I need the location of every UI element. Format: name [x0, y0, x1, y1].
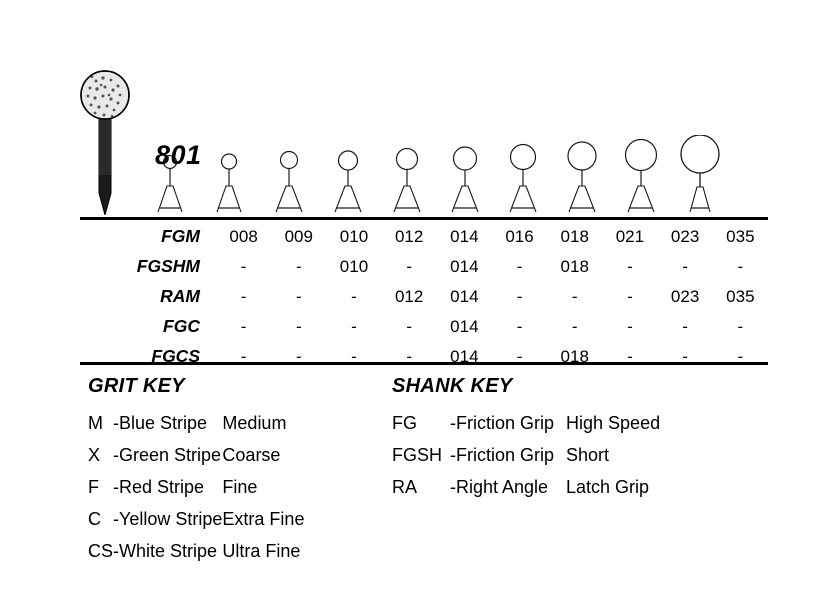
cell: 008 — [229, 226, 258, 246]
grit-key-row — [88, 439, 304, 471]
cell: - — [627, 286, 633, 306]
shank-name: Right Angle — [456, 477, 549, 498]
cell: - — [351, 346, 357, 366]
grit-desc: Fine — [222, 477, 258, 498]
cell: - — [351, 316, 357, 336]
grit-key-table — [88, 407, 304, 567]
bur-illustration-035 — [670, 135, 730, 215]
grit-desc: Coarse — [222, 445, 281, 466]
shank-name: Friction Grip — [456, 445, 555, 466]
cell: - — [295, 286, 302, 306]
shank-key-table — [392, 407, 660, 503]
grit-dash: - — [113, 413, 120, 433]
shank-dash: - — [450, 413, 456, 433]
grit-key — [88, 375, 304, 567]
cell: 018 — [560, 256, 589, 276]
shank-key-row — [392, 471, 660, 503]
cell: - — [516, 316, 523, 336]
table-row — [80, 281, 768, 311]
bur-illustrations — [0, 40, 819, 215]
row-label-fgcs: FGCS — [151, 346, 200, 366]
cell: - — [516, 286, 523, 306]
grit-key-row — [88, 407, 304, 439]
cell: 014 — [450, 316, 479, 336]
cell: 035 — [726, 226, 755, 246]
bur-illustration-014 — [383, 146, 431, 215]
cell: - — [737, 256, 744, 276]
table-row — [80, 221, 768, 251]
grit-key-row — [88, 535, 304, 567]
grit-code: C — [88, 509, 101, 530]
grit-name: Yellow Stripe — [119, 509, 223, 530]
cell: 010 — [339, 256, 369, 276]
table-top-rule — [80, 217, 768, 220]
bur-illustration-021 — [555, 141, 609, 215]
shank-code: RA — [392, 477, 418, 498]
cell: 010 — [339, 226, 369, 246]
size-table — [80, 221, 768, 371]
cell: - — [682, 316, 688, 336]
grit-key-row — [88, 471, 304, 503]
cell: 016 — [505, 226, 534, 246]
cell: - — [571, 286, 578, 306]
grit-code: F — [88, 477, 99, 498]
cell: 009 — [284, 226, 313, 246]
cell: 014 — [450, 226, 479, 246]
bur-illustration-012 — [325, 148, 371, 215]
cell: 035 — [726, 286, 755, 306]
table-row — [80, 311, 768, 341]
grit-dash: - — [113, 445, 120, 466]
grit-key-title: GRIT KEY — [88, 375, 185, 397]
shank-desc: Latch Grip — [566, 477, 650, 498]
bur-illustration-009 — [207, 150, 251, 215]
bur-illustration-010 — [266, 148, 312, 215]
cell: - — [571, 316, 578, 336]
shank-code: FG — [392, 413, 417, 433]
cell: 014 — [450, 256, 479, 276]
table-row — [80, 251, 768, 281]
shank-dash: - — [450, 477, 456, 498]
grit-key-row — [88, 503, 304, 535]
cell: 023 — [670, 286, 700, 306]
grit-code: M — [88, 413, 103, 433]
cell: 021 — [615, 226, 645, 246]
row-label-fgshm: FGSHM — [136, 256, 200, 276]
shank-desc: Short — [566, 445, 610, 466]
grit-desc: Extra Fine — [222, 509, 305, 530]
grit-name: Red Stripe — [119, 477, 205, 498]
page-title: 801 — [155, 140, 202, 170]
cell: - — [406, 316, 412, 336]
cell: - — [737, 316, 744, 336]
shank-key — [392, 375, 660, 503]
bur-illustration-018 — [497, 143, 549, 215]
shank-key-row — [392, 439, 660, 471]
cell: - — [240, 346, 247, 366]
shank-key-row — [392, 407, 660, 439]
grit-name: Blue Stripe — [119, 413, 208, 433]
cell: - — [627, 316, 633, 336]
grit-desc: Medium — [222, 413, 287, 433]
cell: - — [516, 256, 523, 276]
grit-desc: Ultra Fine — [222, 541, 301, 562]
grit-name: White Stripe — [119, 541, 218, 562]
cell: 012 — [394, 286, 424, 306]
shank-code: FGSH — [392, 445, 443, 466]
cell: - — [737, 346, 744, 366]
cell: - — [406, 256, 412, 276]
shank-desc: High Speed — [566, 413, 661, 433]
shank-dash: - — [450, 445, 456, 466]
cell: - — [240, 256, 247, 276]
row-label-fgc: FGC — [163, 316, 200, 336]
cell: - — [682, 346, 688, 366]
grit-code: X — [88, 445, 101, 466]
cell: - — [295, 346, 302, 366]
cell: 018 — [560, 226, 589, 246]
grit-code: CS — [88, 541, 114, 562]
bur-illustration-016 — [440, 145, 490, 215]
bur-illustration-023 — [613, 139, 669, 215]
table-row — [80, 341, 768, 371]
cell: - — [682, 256, 688, 276]
cell: - — [516, 346, 523, 366]
cell: 012 — [394, 226, 424, 246]
cell: - — [627, 256, 633, 276]
cell: 014 — [450, 346, 479, 366]
grit-name: Green Stripe — [119, 445, 222, 466]
grit-dash: - — [113, 509, 120, 530]
cell: - — [295, 316, 302, 336]
grit-dash: - — [113, 541, 120, 562]
cell: - — [240, 316, 247, 336]
cell: - — [351, 286, 357, 306]
bur-illustration-large — [70, 65, 140, 215]
grit-dash: - — [113, 477, 120, 498]
cell: - — [240, 286, 247, 306]
cell: - — [406, 346, 412, 366]
row-label-ram: RAM — [160, 286, 200, 306]
cell: 018 — [560, 346, 589, 366]
shank-key-title: SHANK KEY — [392, 375, 513, 397]
cell: 023 — [670, 226, 700, 246]
cell: 014 — [450, 286, 479, 306]
cell: - — [295, 256, 302, 276]
row-label-fgm: FGM — [161, 226, 200, 246]
cell: - — [627, 346, 633, 366]
shank-name: Friction Grip — [456, 413, 555, 433]
